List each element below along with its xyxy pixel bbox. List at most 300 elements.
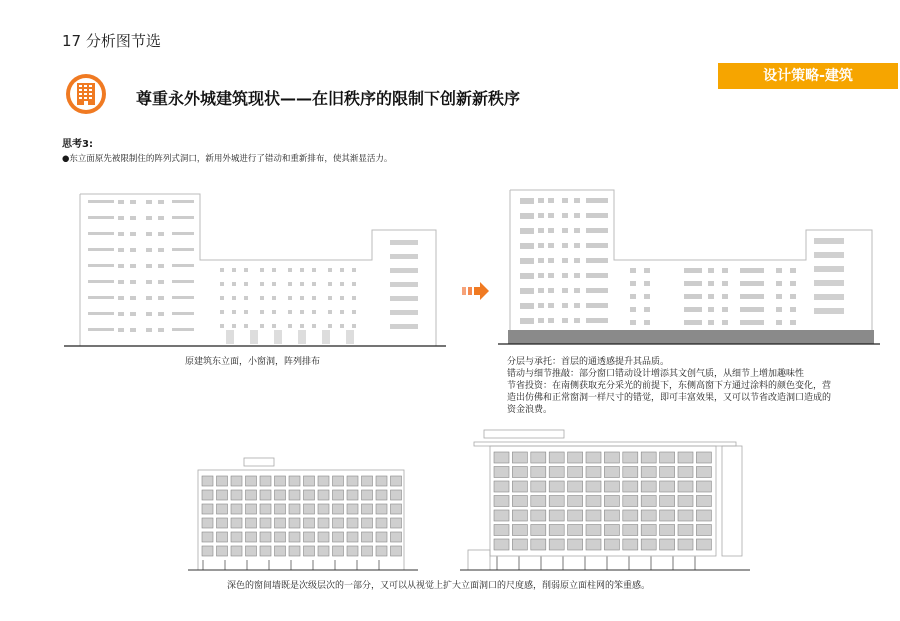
window	[494, 510, 509, 521]
window	[220, 268, 224, 272]
window	[391, 518, 402, 528]
window	[362, 504, 373, 514]
window	[231, 504, 242, 514]
window	[352, 296, 356, 300]
window	[260, 518, 271, 528]
window	[304, 518, 315, 528]
window	[660, 452, 675, 463]
window	[334, 560, 336, 570]
window	[568, 467, 583, 478]
window	[549, 467, 564, 478]
window	[118, 312, 124, 316]
building-icon	[66, 74, 106, 114]
window	[231, 476, 242, 486]
window	[630, 281, 636, 286]
window	[347, 476, 358, 486]
window	[606, 556, 608, 570]
window	[217, 504, 228, 514]
window	[146, 328, 152, 332]
window	[246, 518, 257, 528]
window	[518, 556, 520, 570]
window	[660, 539, 675, 550]
window	[272, 310, 276, 314]
window	[272, 296, 276, 300]
window	[312, 324, 316, 328]
window	[312, 310, 316, 314]
window	[260, 504, 271, 514]
window	[232, 282, 236, 286]
window	[220, 324, 224, 328]
window	[531, 452, 546, 463]
window	[641, 510, 656, 521]
window	[586, 303, 608, 308]
window	[88, 280, 114, 283]
window	[776, 307, 782, 312]
window	[684, 294, 702, 299]
window	[202, 560, 204, 570]
window	[586, 213, 608, 218]
window	[623, 525, 638, 536]
window	[740, 281, 764, 286]
window	[246, 504, 257, 514]
window	[814, 266, 844, 272]
window	[288, 324, 292, 328]
window	[172, 264, 194, 267]
window	[562, 258, 568, 263]
window	[641, 481, 656, 492]
window	[496, 556, 498, 570]
window	[274, 330, 282, 344]
window	[202, 476, 213, 486]
window	[146, 200, 152, 204]
window	[356, 560, 358, 570]
window	[275, 518, 286, 528]
window	[512, 539, 527, 550]
window	[512, 496, 527, 507]
window	[340, 268, 344, 272]
window	[494, 496, 509, 507]
window	[549, 525, 564, 536]
window	[300, 282, 304, 286]
window	[538, 318, 544, 323]
window	[300, 268, 304, 272]
window	[272, 282, 276, 286]
window	[260, 546, 271, 556]
window	[562, 273, 568, 278]
window	[246, 546, 257, 556]
window	[352, 268, 356, 272]
window	[220, 296, 224, 300]
window	[538, 273, 544, 278]
window	[630, 294, 636, 299]
window	[574, 228, 580, 233]
window	[604, 510, 619, 521]
window	[347, 532, 358, 542]
window	[300, 310, 304, 314]
window	[586, 452, 601, 463]
window	[220, 282, 224, 286]
window	[790, 320, 796, 325]
window	[118, 328, 124, 332]
thinking-label: 思考3:	[62, 139, 93, 150]
window	[494, 525, 509, 536]
window	[623, 539, 638, 550]
window	[289, 490, 300, 500]
window	[158, 328, 164, 332]
window	[740, 307, 764, 312]
window	[275, 546, 286, 556]
window	[347, 518, 358, 528]
window	[390, 254, 418, 259]
window	[586, 258, 608, 263]
window	[272, 268, 276, 272]
window	[304, 504, 315, 514]
window	[158, 280, 164, 284]
window	[549, 452, 564, 463]
window	[217, 546, 228, 556]
window	[275, 532, 286, 542]
window	[390, 324, 418, 329]
window	[260, 282, 264, 286]
window	[562, 303, 568, 308]
window	[520, 288, 534, 294]
window	[362, 532, 373, 542]
window	[318, 504, 329, 514]
window	[130, 200, 136, 204]
window	[376, 490, 387, 500]
window	[226, 330, 234, 344]
window	[318, 476, 329, 486]
window	[722, 281, 728, 286]
window	[288, 310, 292, 314]
window	[333, 504, 344, 514]
window	[672, 556, 674, 570]
window	[146, 264, 152, 268]
window	[88, 328, 114, 331]
window	[696, 510, 711, 521]
window	[574, 243, 580, 248]
window	[586, 198, 608, 203]
window	[250, 330, 258, 344]
window	[232, 324, 236, 328]
window	[246, 490, 257, 500]
note-line: 错动与细节推敲：部分窗口错动设计增添其文创气质，从细节上增加趣味性	[507, 369, 805, 379]
window	[549, 539, 564, 550]
window	[312, 268, 316, 272]
window	[390, 268, 418, 273]
window	[246, 560, 248, 570]
window	[275, 490, 286, 500]
window	[304, 532, 315, 542]
window	[158, 264, 164, 268]
window	[586, 525, 601, 536]
window	[130, 312, 136, 316]
page-heading: 尊重永外城建筑现状——在旧秩序的限制下创新新秩序	[136, 89, 521, 108]
window	[244, 296, 248, 300]
window	[684, 281, 702, 286]
window	[708, 281, 714, 286]
window	[328, 324, 332, 328]
window	[202, 490, 213, 500]
window	[352, 324, 356, 328]
window	[288, 268, 292, 272]
window	[548, 288, 554, 293]
window	[217, 476, 228, 486]
window	[146, 280, 152, 284]
window	[520, 258, 534, 264]
window	[118, 264, 124, 268]
window	[790, 307, 796, 312]
window	[562, 288, 568, 293]
window	[574, 288, 580, 293]
window	[574, 198, 580, 203]
window	[740, 294, 764, 299]
window	[548, 273, 554, 278]
facade-drawing-small	[188, 456, 418, 574]
window	[289, 476, 300, 486]
window	[814, 280, 844, 286]
window	[568, 525, 583, 536]
window	[586, 228, 608, 233]
window	[146, 296, 152, 300]
window	[568, 539, 583, 550]
window	[362, 490, 373, 500]
section-title: 17 分析图节选	[62, 32, 161, 50]
window	[684, 307, 702, 312]
window	[512, 510, 527, 521]
window	[586, 318, 608, 323]
window	[391, 490, 402, 500]
window	[548, 198, 554, 203]
window	[660, 510, 675, 521]
window	[644, 294, 650, 299]
window	[549, 510, 564, 521]
window	[678, 467, 693, 478]
window	[538, 228, 544, 233]
window	[244, 282, 248, 286]
window	[678, 496, 693, 507]
window	[202, 532, 213, 542]
window	[776, 320, 782, 325]
window	[548, 258, 554, 263]
window	[604, 525, 619, 536]
window	[118, 200, 124, 204]
window	[318, 546, 329, 556]
window	[260, 268, 264, 272]
window	[318, 532, 329, 542]
window	[312, 282, 316, 286]
arrow-right-icon	[462, 282, 490, 300]
window	[538, 288, 544, 293]
window	[708, 268, 714, 273]
window	[158, 296, 164, 300]
window	[378, 560, 380, 570]
window	[130, 232, 136, 236]
window	[584, 556, 586, 570]
window	[391, 532, 402, 542]
window	[260, 324, 264, 328]
window	[630, 268, 636, 273]
window	[604, 496, 619, 507]
window	[531, 467, 546, 478]
window	[660, 467, 675, 478]
window	[641, 452, 656, 463]
window	[224, 560, 226, 570]
window	[740, 268, 764, 273]
window	[722, 320, 728, 325]
window	[289, 532, 300, 542]
window	[260, 490, 271, 500]
window	[390, 240, 418, 245]
window	[202, 546, 213, 556]
window	[118, 232, 124, 236]
window	[696, 452, 711, 463]
window	[814, 308, 844, 314]
window	[548, 228, 554, 233]
window	[88, 264, 114, 267]
window	[118, 280, 124, 284]
window	[118, 296, 124, 300]
window	[362, 476, 373, 486]
window	[740, 320, 764, 325]
window	[244, 310, 248, 314]
window	[574, 273, 580, 278]
window	[694, 556, 696, 570]
window	[346, 330, 354, 344]
window	[644, 268, 650, 273]
window	[562, 198, 568, 203]
window	[531, 496, 546, 507]
window	[494, 467, 509, 478]
window	[604, 467, 619, 478]
window	[347, 490, 358, 500]
window	[172, 280, 194, 283]
window	[246, 532, 257, 542]
window	[548, 303, 554, 308]
window	[678, 539, 693, 550]
window	[708, 307, 714, 312]
window	[494, 452, 509, 463]
design-notes	[507, 356, 867, 416]
note-line: 造出仿佛和正常窗洞一样尺寸的错觉，即可丰富效果，又可以节省改造洞口造成的	[507, 393, 832, 403]
window	[660, 525, 675, 536]
window	[512, 452, 527, 463]
window	[722, 268, 728, 273]
window	[289, 504, 300, 514]
window	[88, 200, 114, 203]
window	[130, 296, 136, 300]
window	[538, 258, 544, 263]
window	[548, 243, 554, 248]
window	[540, 556, 542, 570]
window	[512, 467, 527, 478]
facade-drawing-large	[460, 428, 750, 574]
window	[304, 490, 315, 500]
window	[604, 481, 619, 492]
window	[586, 496, 601, 507]
window	[362, 518, 373, 528]
window	[376, 476, 387, 486]
window	[644, 307, 650, 312]
window	[158, 248, 164, 252]
window	[231, 546, 242, 556]
window	[623, 481, 638, 492]
window	[390, 282, 418, 287]
window	[538, 198, 544, 203]
window	[312, 560, 314, 570]
window	[304, 546, 315, 556]
window	[158, 232, 164, 236]
window	[586, 481, 601, 492]
window	[390, 296, 418, 301]
note-line: 分层与承托：首层的通透感提升其品质。	[507, 357, 670, 367]
window	[574, 213, 580, 218]
window	[130, 216, 136, 220]
window	[722, 294, 728, 299]
window	[146, 248, 152, 252]
window	[574, 318, 580, 323]
window	[520, 273, 534, 279]
window	[333, 518, 344, 528]
window	[322, 330, 330, 344]
window	[586, 510, 601, 521]
window	[641, 539, 656, 550]
window	[391, 504, 402, 514]
window	[520, 303, 534, 309]
window	[696, 467, 711, 478]
window	[298, 330, 306, 344]
window	[568, 481, 583, 492]
window	[328, 282, 332, 286]
window	[696, 481, 711, 492]
window	[520, 228, 534, 234]
window	[232, 296, 236, 300]
window	[628, 556, 630, 570]
window	[562, 556, 564, 570]
window	[538, 213, 544, 218]
window	[630, 320, 636, 325]
window	[246, 476, 257, 486]
window	[172, 296, 194, 299]
window	[244, 268, 248, 272]
window	[644, 281, 650, 286]
window	[202, 504, 213, 514]
window	[678, 481, 693, 492]
window	[340, 310, 344, 314]
window	[696, 496, 711, 507]
window	[231, 490, 242, 500]
window	[814, 294, 844, 300]
window	[130, 280, 136, 284]
window	[300, 296, 304, 300]
window	[708, 320, 714, 325]
window	[232, 268, 236, 272]
window	[217, 532, 228, 542]
window	[333, 490, 344, 500]
window	[376, 504, 387, 514]
window	[88, 248, 114, 251]
window	[172, 216, 194, 219]
window	[548, 213, 554, 218]
window	[623, 452, 638, 463]
window	[650, 556, 652, 570]
window	[684, 320, 702, 325]
window	[333, 546, 344, 556]
window	[586, 539, 601, 550]
window	[172, 312, 194, 315]
window	[289, 546, 300, 556]
window	[574, 303, 580, 308]
